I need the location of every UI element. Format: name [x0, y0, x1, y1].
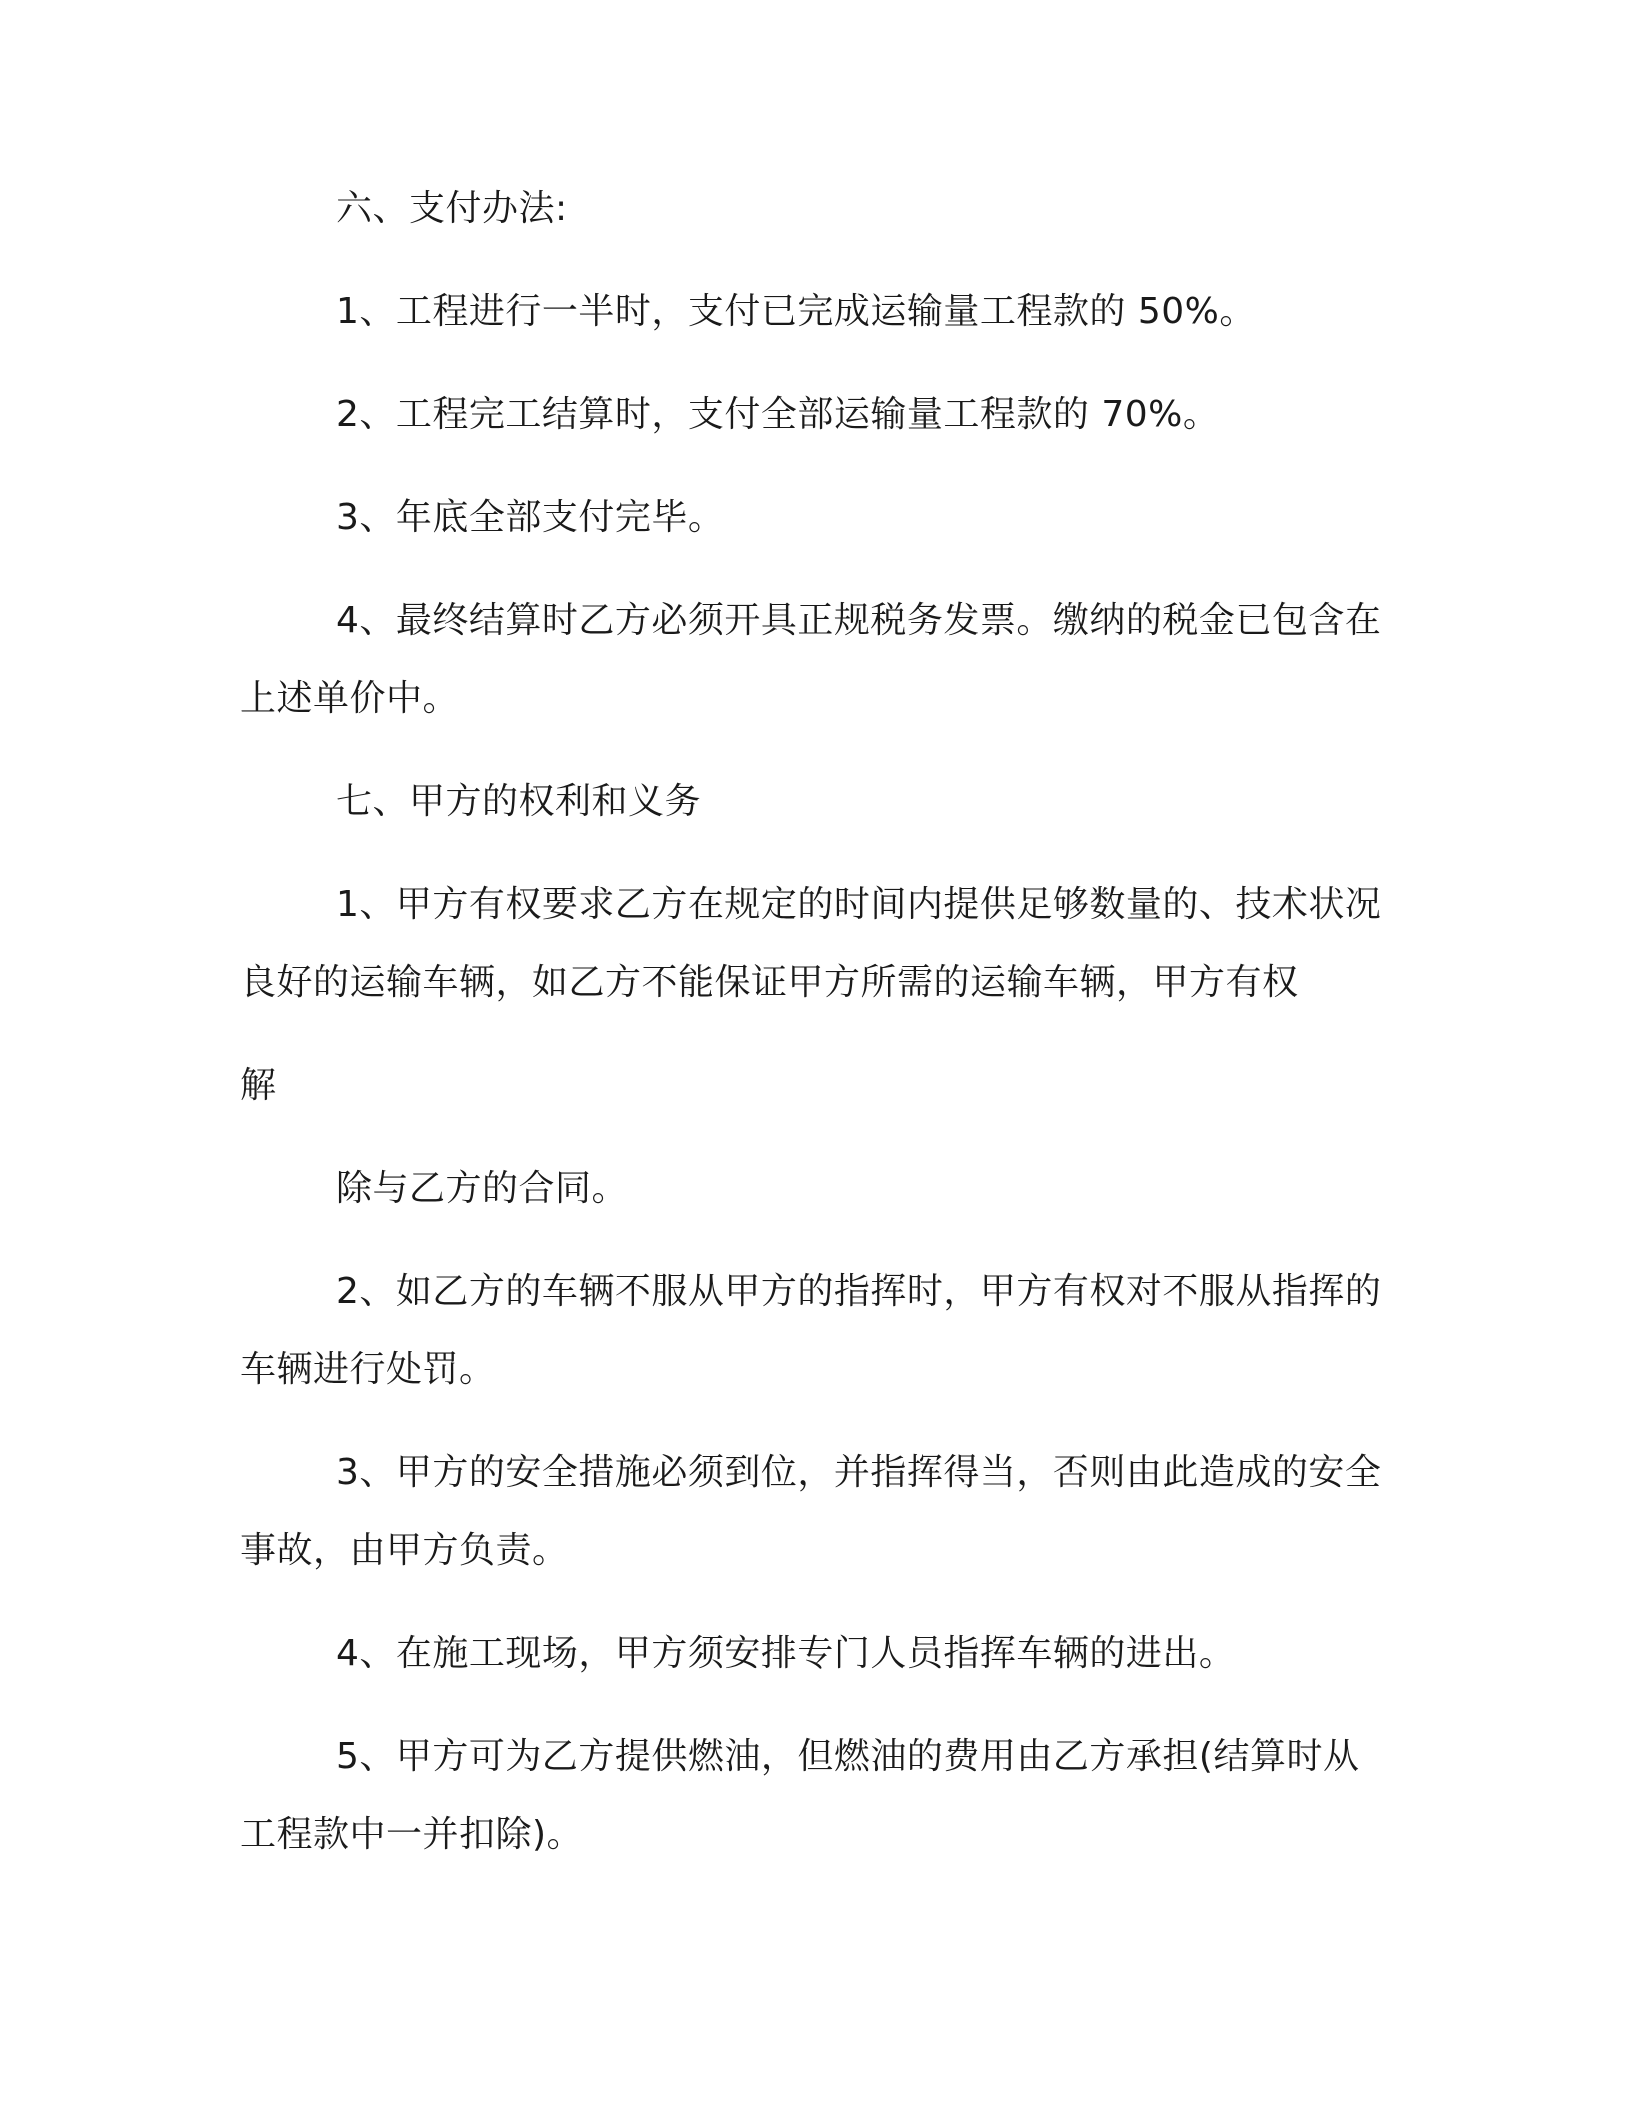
- payment-clause-1: 1、工程进行一半时，支付已完成运输量工程款的 50%。: [336, 291, 1256, 332]
- party-a-clause-1: 1、甲方有权要求乙方在规定的时间内提供足够数量的、技术状况良好的运输车辆，如乙方不能保证甲方所需的运输车辆，甲方有权: [240, 884, 1382, 1003]
- party-a-clause-1-fragment: 解: [240, 1065, 277, 1106]
- party-a-clause-3: 3、甲方的安全措施必须到位，并指挥得当，否则由此造成的安全事故，由甲方负责。: [240, 1452, 1382, 1571]
- section-heading-party-a-rights: 七、甲方的权利和义务: [336, 781, 702, 822]
- section-heading-payment: 六、支付办法:: [336, 188, 568, 229]
- payment-clause-3: 3、年底全部支付完毕。: [336, 497, 725, 538]
- payment-clause-4: 4、最终结算时乙方必须开具正规税务发票。缴纳的税金已包含在上述单价中。: [240, 600, 1382, 719]
- payment-clause-2: 2、工程完工结算时，支付全部运输量工程款的 70%。: [336, 394, 1220, 435]
- party-a-clause-2: 2、如乙方的车辆不服从甲方的指挥时，甲方有权对不服从指挥的车辆进行处罚。: [240, 1271, 1382, 1390]
- party-a-clause-1-continuation: 除与乙方的合同。: [336, 1168, 629, 1209]
- document-body: [240, 170, 1390, 1899]
- party-a-clause-4: 4、在施工现场，甲方须安排专门人员指挥车辆的进出。: [336, 1633, 1236, 1674]
- party-a-clause-5: 5、甲方可为乙方提供燃油，但燃油的费用由乙方承担(结算时从工程款中一并扣除)。: [240, 1736, 1360, 1855]
